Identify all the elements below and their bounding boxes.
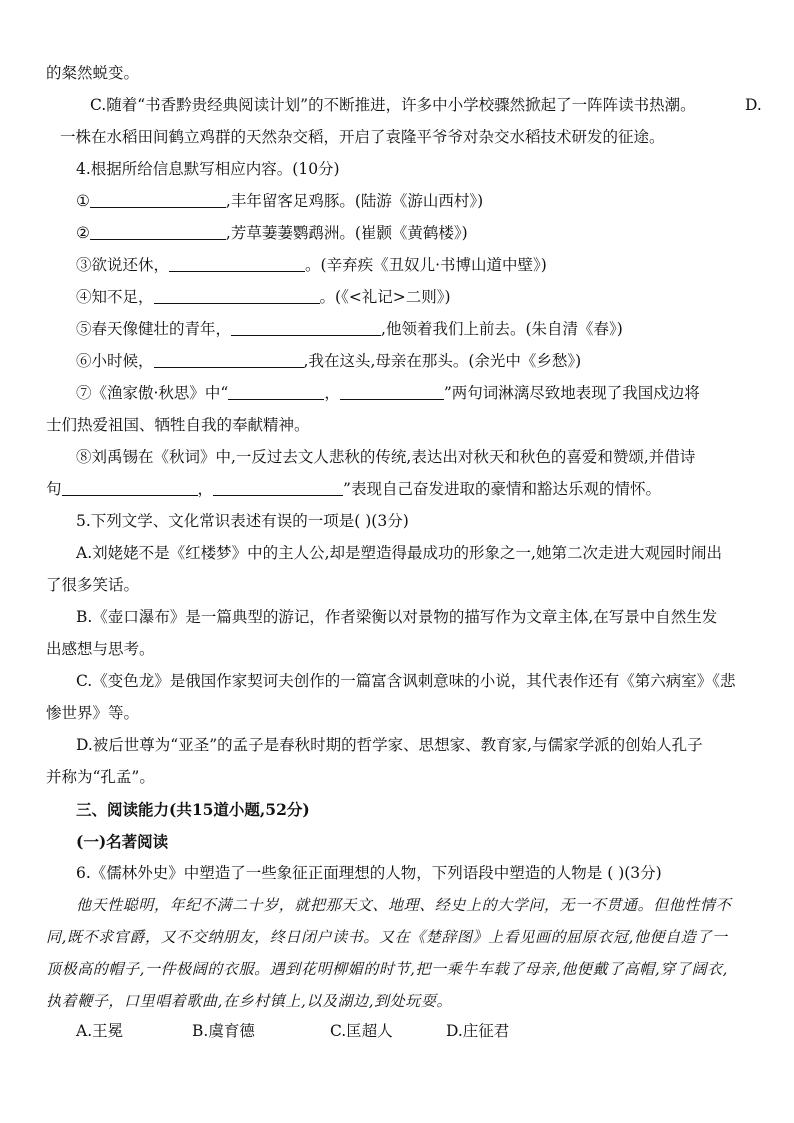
q3-option-c-text: C.随着“书香黔贵经典阅读计划”的不断推进，许多中小学校骤然掀起了一阵阵读书热潮。 — [90, 96, 696, 114]
q4-item-3-post: 。(辛弃疾《丑奴儿·书博山道中壁》) — [305, 256, 547, 274]
answer-blank[interactable] — [228, 384, 324, 401]
q4-item-2-post: ,芳草萋萋鹦鹉洲。(崔颢《黄鹤楼》) — [225, 224, 468, 242]
q4-item-2 — [76, 218, 468, 250]
q5-option-b-line1: B.《壶口瀑布》是一篇典型的游记，作者梁衡以对景物的描写作为文章主体,在写景中自然生发 — [76, 608, 718, 626]
q6-option-b[interactable]: B.虞育德 — [192, 1022, 255, 1040]
q6-passage-line2: 同,既不求官爵，又不交纳朋友，终日闭户读书。又在《楚辞图》上看见画的屈原衣冠,他便自造了一 — [46, 928, 728, 946]
q5-option-c-line1: C.《变色龙》是俄国作家契诃夫创作的一篇富含讽刺意味的小说，其代表作还有《第六病室》《悲 — [76, 672, 736, 690]
q4-item-2-pre: ② — [76, 224, 90, 242]
q6-option-d[interactable]: D.庄征君 — [446, 1022, 510, 1040]
q4-stem: 4.根据所给信息默写相应内容。(10分) — [76, 160, 340, 178]
q4-item-8-line2 — [46, 474, 661, 506]
q4-item-1-post: ,丰年留客足鸡豚。(陆游《游山西村》) — [225, 192, 484, 210]
q4-item-1-pre: ① — [76, 192, 90, 210]
answer-blank[interactable] — [169, 256, 305, 273]
q4-item-7-pre: ⑦《渔家傲·秋思》中“ — [76, 384, 229, 402]
q4-item-7 — [76, 378, 700, 410]
q4-item-5-pre: ⑤春天像健壮的青年， — [76, 320, 232, 338]
answer-blank[interactable] — [154, 288, 320, 305]
q5-option-c-line2: 惨世界》等。 — [46, 704, 140, 722]
q4-item-4 — [76, 282, 451, 314]
q4-item-8-line1: ⑧刘禹锡在《秋词》中,一反过去文人悲秋的传统,表达出对秋天和秋色的喜爱和赞颂,并借诗 — [76, 448, 696, 466]
q5-stem: 5.下列文学、文化常识表述有误的一项是( )(3分) — [76, 512, 409, 530]
q4-item-5-post: ,他领着我们上前去。(朱自清《春》) — [381, 320, 623, 338]
answer-blank[interactable] — [340, 384, 444, 401]
q6-option-c[interactable]: C.匡超人 — [330, 1022, 393, 1040]
q4-item-1 — [76, 186, 483, 218]
answer-blank[interactable] — [90, 224, 226, 241]
q4-item-6-post: ,我在这头,母亲在那头。(余光中《乡愁》) — [303, 352, 582, 370]
q6-stem: 6.《儒林外史》中塑造了一些象征正面理想的人物，下列语段中塑造的人物是 ( )(3分) — [76, 864, 662, 882]
q4-item-3-pre: ③欲说还休， — [76, 256, 170, 274]
q4-item-6-pre: ⑥小时候， — [76, 352, 154, 370]
q3-option-d-text: 一株在水稻田间鹤立鸡群的天然杂交稻，开启了袁隆平爷爷对杂交水稻技术研发的征途。 — [60, 128, 665, 146]
q4-item-7-mid: ， — [324, 384, 340, 402]
q4-item-6 — [76, 346, 581, 378]
q5-option-a-line2: 了很多笑话。 — [46, 576, 140, 594]
q4-item-8-post: ”表现自己奋发进取的豪情和豁达乐观的情怀。 — [343, 480, 661, 498]
q4-item-8-pre: 句 — [46, 480, 62, 498]
q6-passage-line3: 顶极高的帽子,一件极阔的衣服。遇到花明柳媚的时节,把一乘牛车载了母亲,他便戴了高帽,穿了阔衣, — [46, 960, 729, 978]
answer-blank[interactable] — [154, 352, 304, 369]
q4-item-3 — [76, 250, 547, 282]
q5-option-b-line2: 出感想与思考。 — [46, 640, 155, 658]
q6-passage-line4: 执着鞭子，口里唱着歌曲,在乡村镇上,以及湖边,到处玩耍。 — [46, 992, 453, 1010]
q4-item-5 — [76, 314, 623, 346]
q6-passage-line1: 他天性聪明，年纪不满二十岁，就把那天文、地理、经史上的大学问，无一不贯通。但他性情不 — [76, 896, 732, 914]
q5-option-a-line1: A.刘姥姥不是《红楼梦》中的主人公,却是塑造得最成功的形象之一,她第二次走进大观园时闹出 — [76, 544, 722, 562]
q6-option-a[interactable]: A.王冕 — [76, 1022, 124, 1040]
q5-option-d-line1: D.被后世尊为“亚圣”的孟子是春秋时期的哲学家、思想家、教育家,与儒家学派的创始人孔子 — [76, 736, 703, 754]
q4-item-7-line2: 士们热爱祖国、牺牲自我的奉献精神。 — [46, 416, 310, 434]
q3-option-c — [90, 90, 762, 122]
q4-item-4-pre: ④知不足， — [76, 288, 154, 306]
q4-item-4-post: 。(《<礼记>二则》) — [319, 288, 451, 306]
q5-option-d-line2: 并称为“孔孟”。 — [46, 768, 155, 786]
answer-blank[interactable] — [62, 480, 198, 497]
answer-blank[interactable] — [213, 480, 343, 497]
answer-blank[interactable] — [231, 320, 381, 337]
q4-item-8-mid: ， — [197, 480, 214, 498]
subsection-title: (一)名著阅读 — [76, 832, 169, 851]
continuation-line: 的粲然蜕变。 — [46, 64, 140, 82]
q4-item-7-post: ”两句词淋漓尽致地表现了我国戍边将 — [443, 384, 700, 402]
section-title: 三、阅读能力(共15道小题,52分) — [76, 800, 310, 819]
q3-option-d-label: D. — [745, 96, 762, 114]
answer-blank[interactable] — [90, 192, 226, 209]
